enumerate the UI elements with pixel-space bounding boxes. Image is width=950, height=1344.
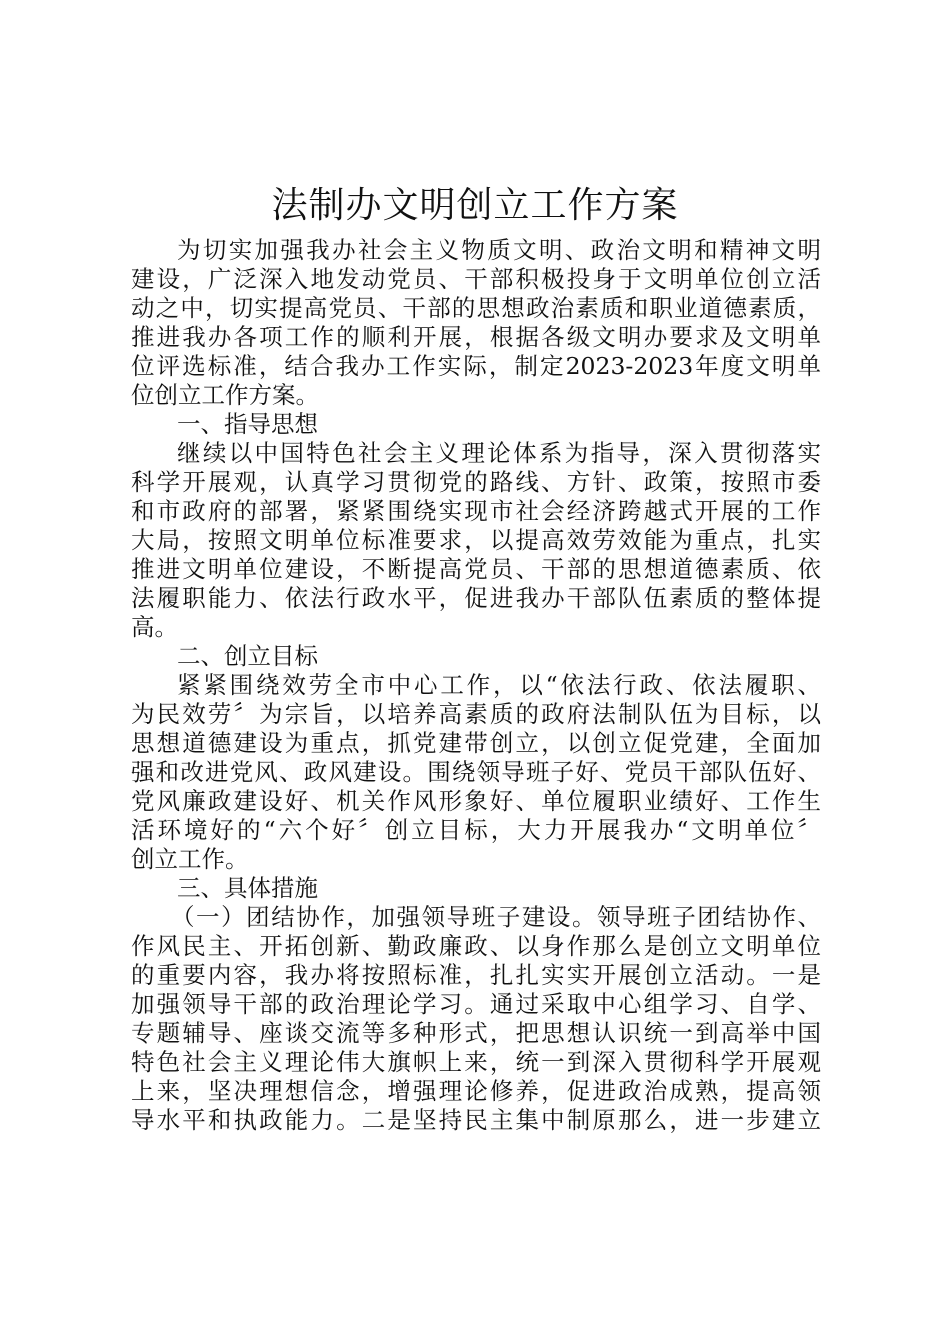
section2-line: 党风廉政建设好、机关作风形象好、单位履职业绩好、工作生 (131, 787, 821, 815)
document-body (131, 236, 821, 1135)
section1-line: 推进文明单位建设，不断提高党员、干部的思想道德素质、依 (131, 555, 821, 583)
section2-line: 为民效劳〞为宗旨，以培养高素质的政府法制队伍为目标，以 (131, 700, 821, 728)
section2-line: 强和改进党风、政风建设。围绕领导班子好、党员干部队伍好、 (131, 758, 821, 786)
section3-line: 导水平和执政能力。二是坚持民主集中制原那么，进一步建立 (131, 1106, 821, 1134)
section-heading-goals: 二、创立目标 (177, 642, 318, 670)
section2-line: 活环境好的“六个好〞创立目标，大力开展我办“文明单位〞 (131, 816, 821, 844)
section1-line: 科学开展观，认真学习贯彻党的路线、方针、政策，按照市委 (131, 468, 821, 496)
document-title: 法制办文明创立工作方案 (271, 185, 679, 226)
intro-line: 建设，广泛深入地发动党员、干部积极投身于文明单位创立活 (131, 265, 821, 293)
intro-line: 动之中，切实提高党员、干部的思想政治素质和职业道德素质， (131, 294, 821, 322)
section3-line: 的重要内容，我办将按照标准，扎扎实实开展创立活动。一是 (131, 961, 821, 989)
section-heading-measures: 三、具体措施 (177, 874, 318, 902)
intro-line: 位创立工作方案。 (131, 381, 319, 409)
section2-line: 紧紧围绕效劳全市中心工作，以“依法行政、依法履职、 (177, 671, 821, 699)
section-heading-guiding-thought: 一、指导思想 (177, 410, 318, 438)
section1-line: 高。 (131, 613, 178, 641)
section2-line: 思想道德建设为重点，抓党建带创立，以创立促党建，全面加 (131, 729, 821, 757)
section1-line: 法履职能力、依法行政水平，促进我办干部队伍素质的整体提 (131, 584, 821, 612)
section3-line: 作风民主、开拓创新、勤政廉政、以身作那么是创立文明单位 (131, 932, 821, 960)
section2-line: 创立工作。 (131, 845, 249, 873)
section3-line: （一）团结协作，加强领导班子建设。领导班子团结协作、 (171, 903, 821, 931)
section1-line: 继续以中国特色社会主义理论体系为指导，深入贯彻落实 (177, 439, 821, 467)
intro-line: 位评选标准，结合我办工作实际，制定2023-2023年度文明单 (131, 352, 821, 380)
section3-line: 加强领导干部的政治理论学习。通过采取中心组学习、自学、 (131, 990, 821, 1018)
section1-line: 和市政府的部署，紧紧围绕实现市社会经济跨越式开展的工作 (131, 497, 821, 525)
section3-line: 特色社会主义理论伟大旗帜上来，统一到深入贯彻科学开展观 (131, 1048, 821, 1076)
section3-line: 专题辅导、座谈交流等多种形式，把思想认识统一到高举中国 (131, 1019, 821, 1047)
section1-line: 大局，按照文明单位标准要求，以提高效劳效能为重点，扎实 (131, 526, 821, 554)
intro-line: 为切实加强我办社会主义物质文明、政治文明和精神文明 (177, 236, 821, 264)
intro-line: 推进我办各项工作的顺利开展，根据各级文明办要求及文明单 (131, 323, 821, 351)
section3-line: 上来，坚决理想信念，增强理论修养，促进政治成熟，提高领 (131, 1077, 821, 1105)
